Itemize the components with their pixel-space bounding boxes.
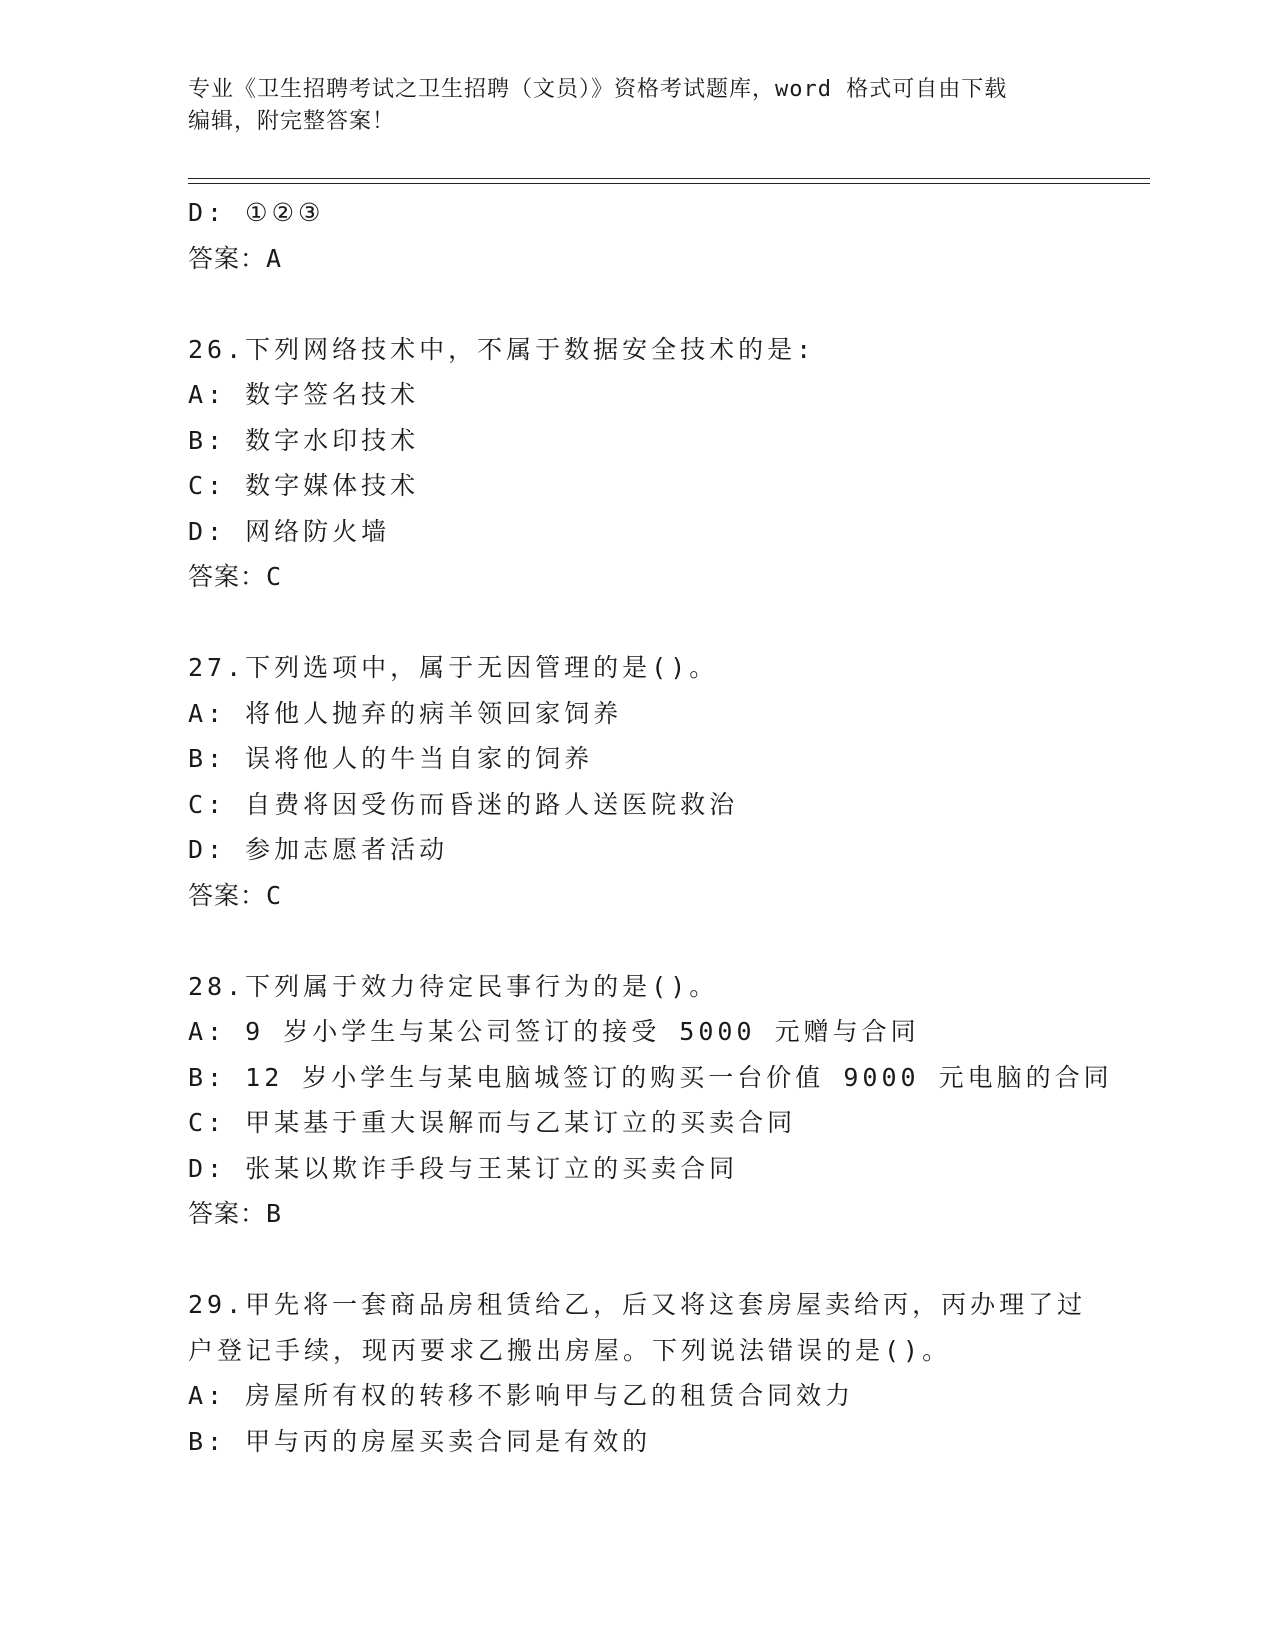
answer: 答案：C <box>188 562 283 591</box>
header-divider-bottom <box>188 183 1150 184</box>
spacer <box>188 1237 1088 1283</box>
answer: 答案：B <box>188 1199 283 1228</box>
option-a: A: 9 岁小学生与某公司签订的接受 5000 元赠与合同 <box>188 1017 920 1046</box>
question-28 <box>188 964 1113 1237</box>
option-d: D: 张某以欺诈手段与王某订立的买卖合同 <box>188 1153 739 1183</box>
prev-answer: 答案：A <box>188 243 283 273</box>
question-stem: 28.下列属于效力待定民事行为的是()。 <box>188 971 719 1001</box>
option-a: A: 房屋所有权的转移不影响甲与乙的租赁合同效力 <box>188 1381 855 1410</box>
option-b: B: 12 岁小学生与某电脑城签订的购买一台价值 9000 元电脑的合同 <box>188 1062 1113 1092</box>
spacer <box>188 281 1088 327</box>
spacer <box>188 918 1088 964</box>
header-line-1: 专业《卫生招聘考试之卫生招聘（文员）》资格考试题库，word 格式可自由下载 <box>188 77 1008 102</box>
prev-option-d: D: ①②③ <box>188 198 325 227</box>
option-b: B: 误将他人的牛当自家的饲养 <box>188 744 594 773</box>
option-c: C: 甲某基于重大误解而与乙某订立的买卖合同 <box>188 1108 797 1137</box>
question-29 <box>188 1282 1088 1464</box>
option-d: D: 网络防火墙 <box>188 516 391 546</box>
spacer <box>188 600 1088 646</box>
option-c: C: 数字媒体技术 <box>188 471 420 500</box>
question-stem: 27.下列选项中，属于无因管理的是()。 <box>188 653 719 682</box>
question-list <box>188 190 1113 1464</box>
header-line-2: 编辑，附完整答案！ <box>188 109 396 134</box>
document-header <box>188 74 1078 138</box>
option-a: A: 数字签名技术 <box>188 380 420 409</box>
question-26 <box>188 327 1088 600</box>
option-b: B: 甲与丙的房屋买卖合同是有效的 <box>188 1426 652 1456</box>
answer: 答案：C <box>188 880 283 910</box>
option-b: B: 数字水印技术 <box>188 425 420 455</box>
option-a: A: 将他人抛弃的病羊领回家饲养 <box>188 698 623 728</box>
header-divider-top <box>188 178 1150 179</box>
question-stem-line-2: 户登记手续，现丙要求乙搬出房屋。下列说法错误的是()。 <box>188 1335 952 1365</box>
option-c: C: 自费将因受伤而昏迷的路人送医院救治 <box>188 789 739 819</box>
question-stem-line-1: 29.甲先将一套商品房租赁给乙，后又将这套房屋卖给丙，丙办理了过 <box>188 1290 1087 1319</box>
option-d: D: 参加志愿者活动 <box>188 835 449 864</box>
question-27 <box>188 645 1088 918</box>
question-stem: 26.下列网络技术中，不属于数据安全技术的是: <box>188 334 816 364</box>
